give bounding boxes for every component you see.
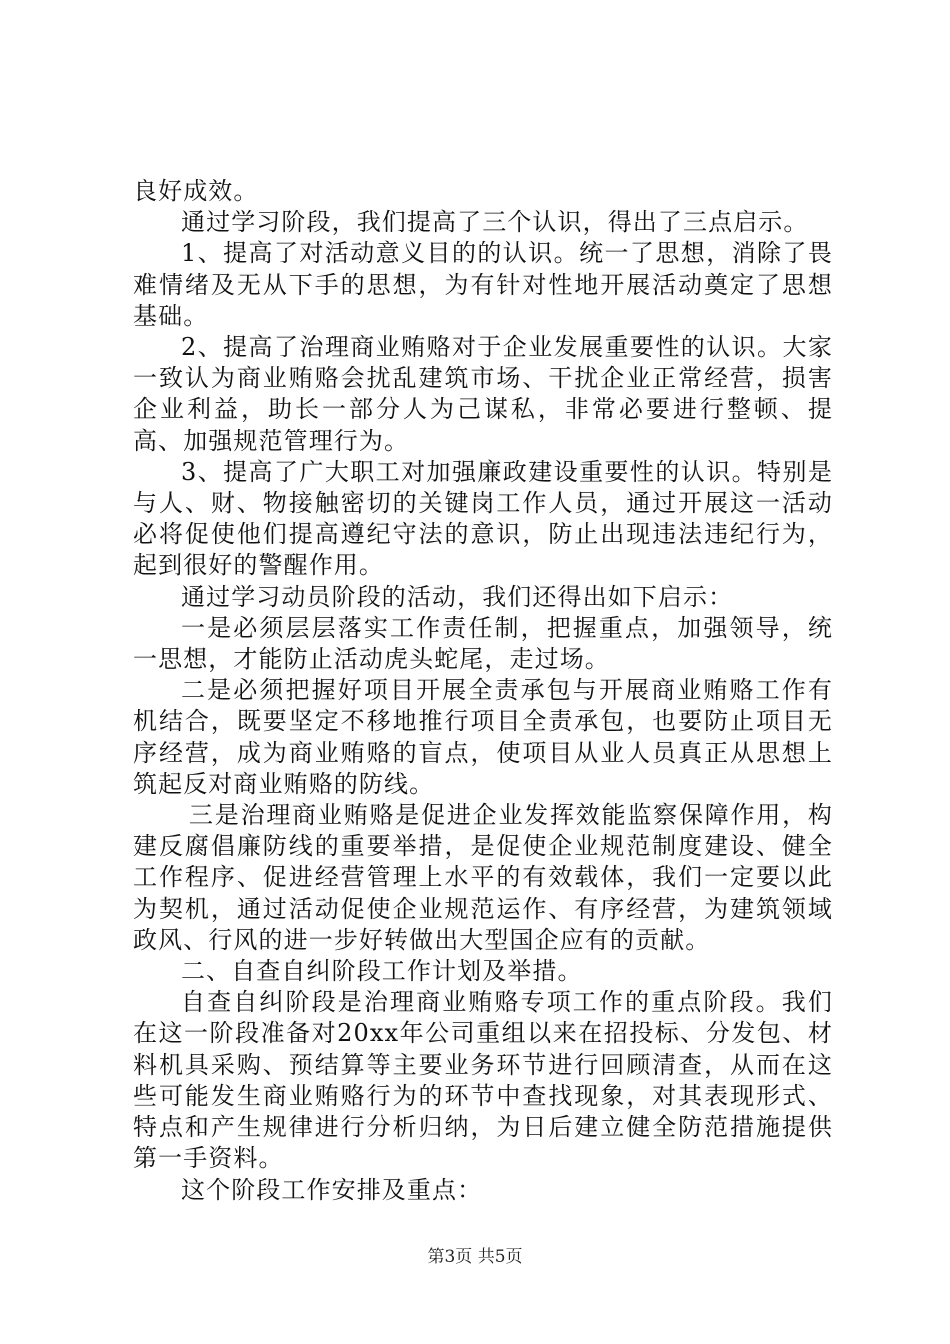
paragraph-self-check: 自查自纠阶段是治理商业贿赂专项工作的重点阶段。我们在这一阶段准备对20xx年公司重组以来在招投标、分发包、材料机具采购、预结算等主要业务环节进行回顾清查，从而在这些可能发生商业贿赂行为的环节中查找现象，对其表现形式、特点和产生规律进行分析归纳，为日后建立健全防范措施提供第一手资料。 [133, 988, 833, 1173]
paragraph-insight-2: 二是必须把握好项目开展全责承包与开展商业贿赂工作有机结合，既要坚定不移地推行项目全责承包，也要防止项目无序经营，成为商业贿赂的盲点，使项目从业人员真正从思想上筑起反对商业贿赂的防线。 [133, 676, 833, 798]
paragraph-intro: 通过学习阶段，我们提高了三个认识，得出了三点启示。 [181, 208, 809, 237]
document-body [133, 176, 833, 1206]
paragraph-arrangement: 这个阶段工作安排及重点： [181, 1175, 483, 1204]
paragraph-insight-3: 三是治理商业贿赂是促进企业发挥效能监察保障作用，构建反腐倡廉防线的重要举措，是促使企业规范制度建设、健全工作程序、促进经营管理上水平的有效载体，我们一定要以此为契机，通过活动促使企业规范运作、有序经营，为建筑领域政风、行风的进一步好转做出大型国企应有的贡献。 [133, 801, 833, 954]
page-footer: 第3页 共5页 [427, 1247, 523, 1267]
section-heading-2: 二、自查自纠阶段工作计划及举措。 [181, 957, 583, 986]
paragraph-insight-intro: 通过学习动员阶段的活动，我们还得出如下启示： [181, 582, 734, 611]
paragraph-point-3: 3、提高了广大职工对加强廉政建设重要性的认识。特别是与人、财、物接触密切的关键岗工作人员，通过开展这一活动必将促使他们提高遵纪守法的意识，防止出现违法违纪行为，起到很好的警醒作用。 [133, 457, 833, 580]
paragraph-point-1: 1、提高了对活动意义目的的认识。统一了思想，消除了畏难情绪及无从下手的思想，为有针对性地开展活动奠定了思想基础。 [133, 239, 833, 330]
paragraph-continuation: 良好成效。 [133, 177, 259, 205]
paragraph-point-2: 2、提高了治理商业贿赂对于企业发展重要性的认识。大家一致认为商业贿赂会扰乱建筑市场、干扰企业正常经营，损害企业利益，助长一部分人为己谋私，非常必要进行整顿、提高、加强规范管理行为。 [133, 333, 833, 455]
paragraph-insight-1: 一是必须层层落实工作责任制，把握重点，加强领导，统一思想，才能防止活动虎头蛇尾，走过场。 [133, 613, 833, 674]
